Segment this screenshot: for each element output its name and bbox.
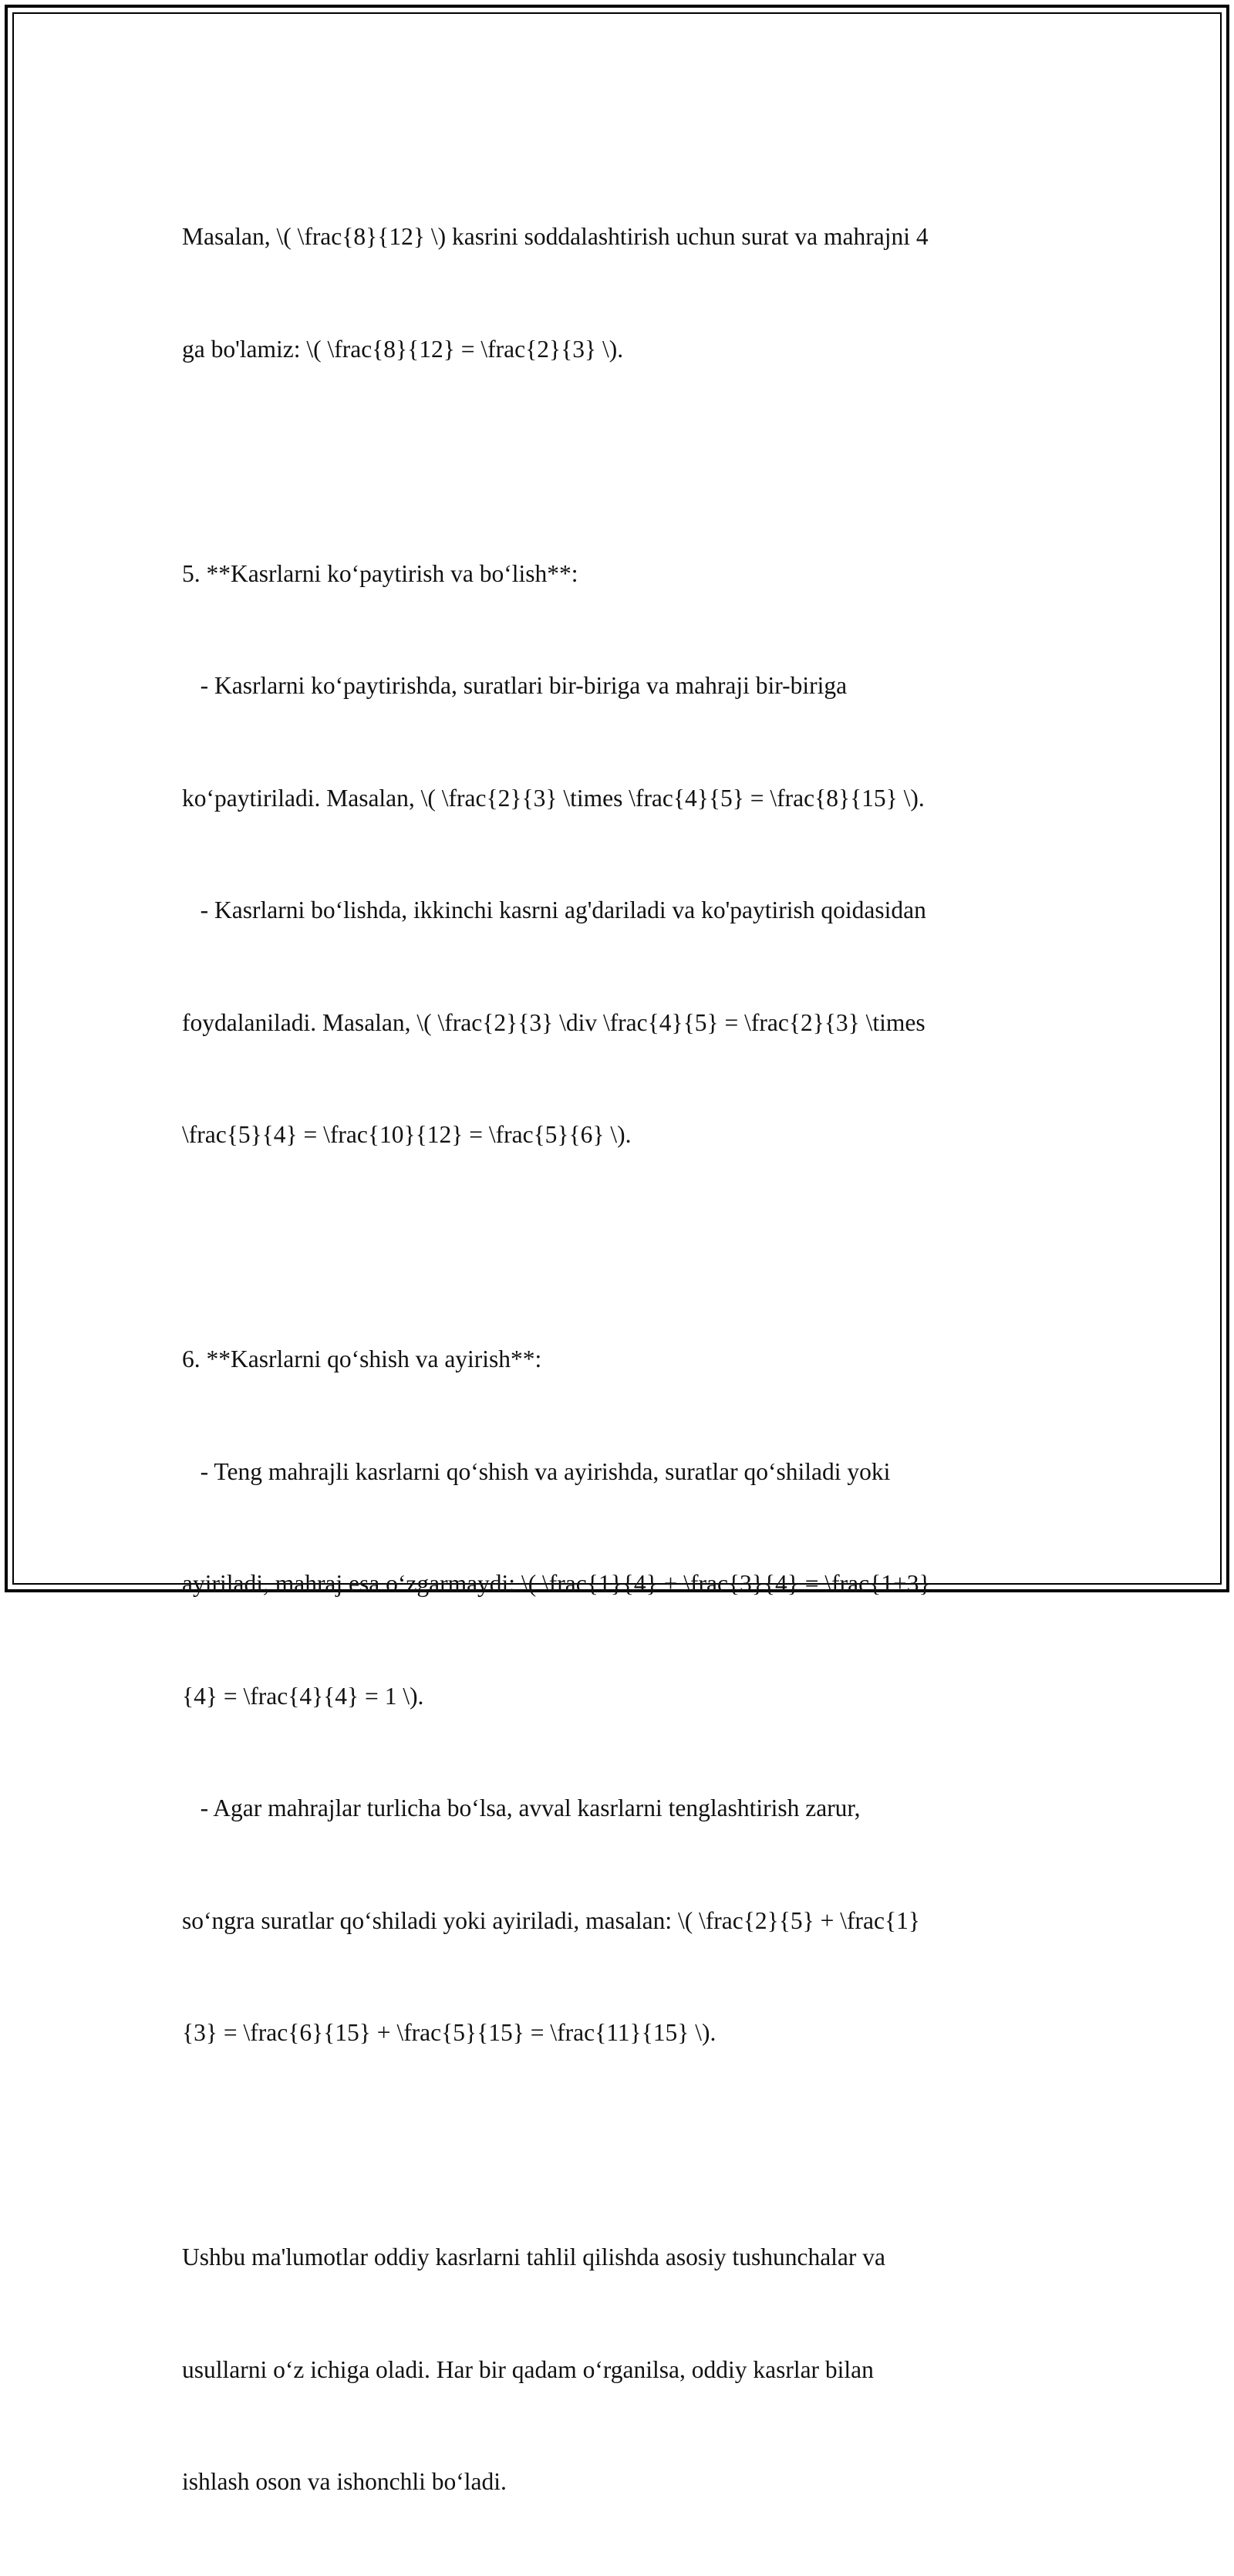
document-body [182, 143, 1069, 2576]
text-line: - Agar mahrajlar turlicha bo‘lsa, avval kasrlarni tenglashtirish zarur, [182, 1794, 861, 1821]
paragraph-gap [182, 1229, 1069, 1267]
text-line: - Kasrlarni bo‘lishda, ikkinchi kasrni ag'dariladi va ko'paytirish qoidasidan [182, 896, 926, 923]
text-line: Ushbu ma'lumotlar oddiy kasrlarni tahlil qilishda asosiy tushunchalar va [182, 2243, 886, 2270]
text-line: ko‘paytiriladi. Masalan, \( \frac{2}{3} \times \frac{4}{5} = \frac{8}{15} \). [182, 784, 925, 812]
text-line: \frac{5}{4} = \frac{10}{12} = \frac{5}{6} \). [182, 1121, 632, 1148]
paragraph-simplify-example [182, 143, 1069, 443]
paragraph-gap [182, 2127, 1069, 2165]
text-line: so‘ngra suratlar qo‘shiladi yoki ayiriladi, masalan: \( \frac{2}{5} + \frac{1} [182, 1906, 920, 1934]
text-line: ishlash oson va ishonchli bo‘ladi. [182, 2468, 507, 2495]
section-heading: 5. **Kasrlarni ko‘paytirish va bo‘lish**: [182, 559, 578, 587]
text-line: {4} = \frac{4}{4} = 1 \). [182, 1682, 424, 1710]
text-line: {3} = \frac{6}{15} + \frac{5}{15} = \frac{11}{15} \). [182, 2019, 716, 2046]
text-line: - Teng mahrajli kasrlarni qo‘shish va ayirishda, suratlar qo‘shiladi yoki [182, 1457, 891, 1485]
text-line: Masalan, \( \frac{8}{12} \) kasrini soddalashtirish uchun surat va mahrajni 4 [182, 223, 929, 250]
text-line: ga bo'lamiz: \( \frac{8}{12} = \frac{2}{3} \). [182, 335, 624, 363]
section-6-add-subtract [182, 1266, 1069, 2127]
text-line: - Kasrlarni ko‘paytirishda, suratlari bir-biriga va mahraji bir-biriga [182, 672, 848, 699]
text-line: usullarni o‘z ichiga oladi. Har bir qadam o‘rganilsa, oddiy kasrlar bilan [182, 2355, 874, 2383]
section-heading: 6. **Kasrlarni qo‘shish va ayirish**: [182, 1345, 542, 1372]
paragraph-conclusion [182, 2164, 1069, 2576]
text-line: foydalaniladi. Masalan, \( \frac{2}{3} \div \frac{4}{5} = \frac{2}{3} \times [182, 1008, 926, 1036]
text-line: ayiriladi, mahraj esa o‘zgarmaydi: \( \frac{1}{4} + \frac{3}{4} = \frac{1+3} [182, 1570, 931, 1597]
section-5-multiply-divide [182, 481, 1069, 1229]
paragraph-gap [182, 443, 1069, 481]
